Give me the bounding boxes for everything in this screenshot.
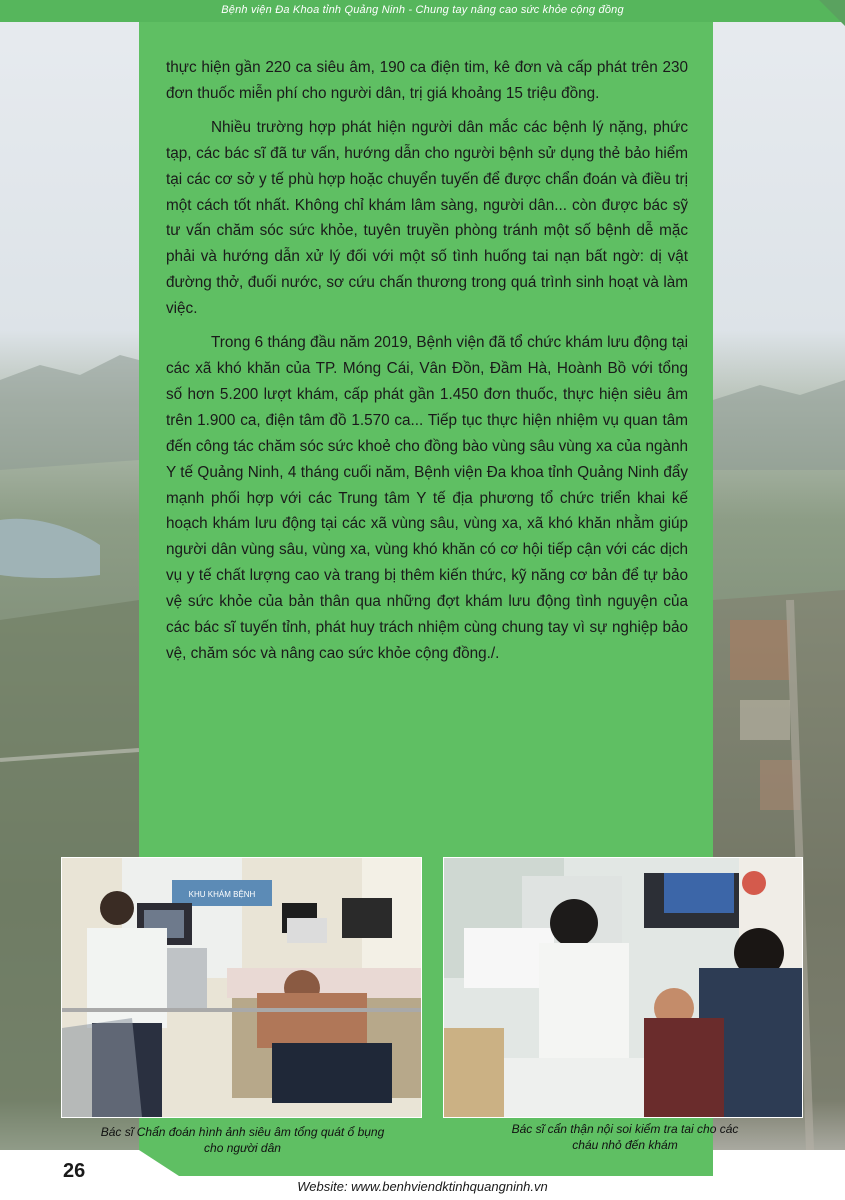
paragraph-2: Nhiều trường hợp phát hiện người dân mắc các bệnh lý nặng, phức tạp, các bác sĩ đã tư vấn, hướng dẫn cho người bệnh sử dụng thẻ bảo hiểm tại các cơ sở y tế phù hợp hoặc chuyển tuyến để được chẩn đoán và điều trị một cách tốt nhất. Không chỉ khám lâm sàng, người dân... còn được bác sỹ tư vấn chăm sóc sức khỏe, tuyên truyền phòng tránh một số bệnh dễ mặc phải và hướng dẫn xử lý đối với một số tình huống tai nạn bất ngờ: dị vật đường thở, đuối nước, sơ cứu chấn thương trong quá trình sinh hoạt và làm việc. (166, 118, 688, 318)
paragraph-3: Trong 6 tháng đầu năm 2019, Bệnh viện đã tổ chức khám lưu động tại các xã khó khăn của TP. Móng Cái, Vân Đồn, Đầm Hà, Hoành Bồ với tổng số hơn 5.200 lượt khám, cấp phát gần 1.450 đơn thuốc, thực hiện siêu âm trên 1.900 ca, điện tâm đồ 1.570 ca... Tiếp tục thực hiện nhiệm vụ quan tâm đến công tác chăm sóc sức khoẻ cho đồng bào vùng sâu vùng xa của ngành Y tế Quảng Ninh, 4 tháng cuối năm, Bệnh viện Đa khoa tỉnh Quảng Ninh đẩy mạnh phối hợp với các Trung tâm Y tế địa phương tổ chức triển khai kế hoạch khám lưu động tại các xã vùng sâu, vùng xa, xã khó khăn nhằm giúp người dân vùng sâu, vùng xa, vùng khó khăn có cơ hội tiếp cận với các dịch vụ y tế chất lượng cao và trang bị thêm kiến thức, kỹ năng cơ bản để tự bảo vệ sức khỏe của bản thân qua những đợt khám lưu động tình nguyện của các bác sĩ tuyến tỉnh, phát huy trách nhiệm cùng chung tay vì sự nghiệp bảo vệ, chăm sóc và nâng cao sức khỏe cộng đồng./. (166, 334, 688, 662)
corner-accent (819, 0, 845, 26)
caption-1-line-1: Bác sĩ Chẩn đoán hình ảnh siêu âm tổng quát ổ bụng (100, 1125, 385, 1139)
photo-caption-2 (470, 1121, 780, 1153)
website-url: Website: www.benhviendktinhquangninh.vn (297, 1179, 548, 1194)
ear-endoscopy-photo (443, 857, 803, 1118)
caption-1-line-2: cho người dân (204, 1141, 281, 1155)
article-body (166, 55, 688, 675)
photo-caption-1 (70, 1124, 415, 1156)
caption-2-line-1: Bác sĩ cẩn thận nội soi kiểm tra tai cho các (511, 1122, 739, 1136)
running-header (0, 0, 845, 22)
caption-2-line-2: cháu nhỏ đến khám (572, 1138, 678, 1152)
running-title: Bệnh viện Đa Khoa tỉnh Quảng Ninh - Chung tay nâng cao sức khỏe cộng đồng (221, 4, 624, 16)
paragraph-1: thực hiện gần 220 ca siêu âm, 190 ca điện tim, kê đơn và cấp phát trên 230 đơn thuốc miễn phí cho người dân, trị giá khoảng 15 triệu đồng. (166, 59, 688, 102)
ultrasound-photo (61, 857, 422, 1118)
clinic-sign-text: KHU KHÁM BỆNH (188, 890, 256, 899)
page-number: 26 (63, 1160, 86, 1182)
